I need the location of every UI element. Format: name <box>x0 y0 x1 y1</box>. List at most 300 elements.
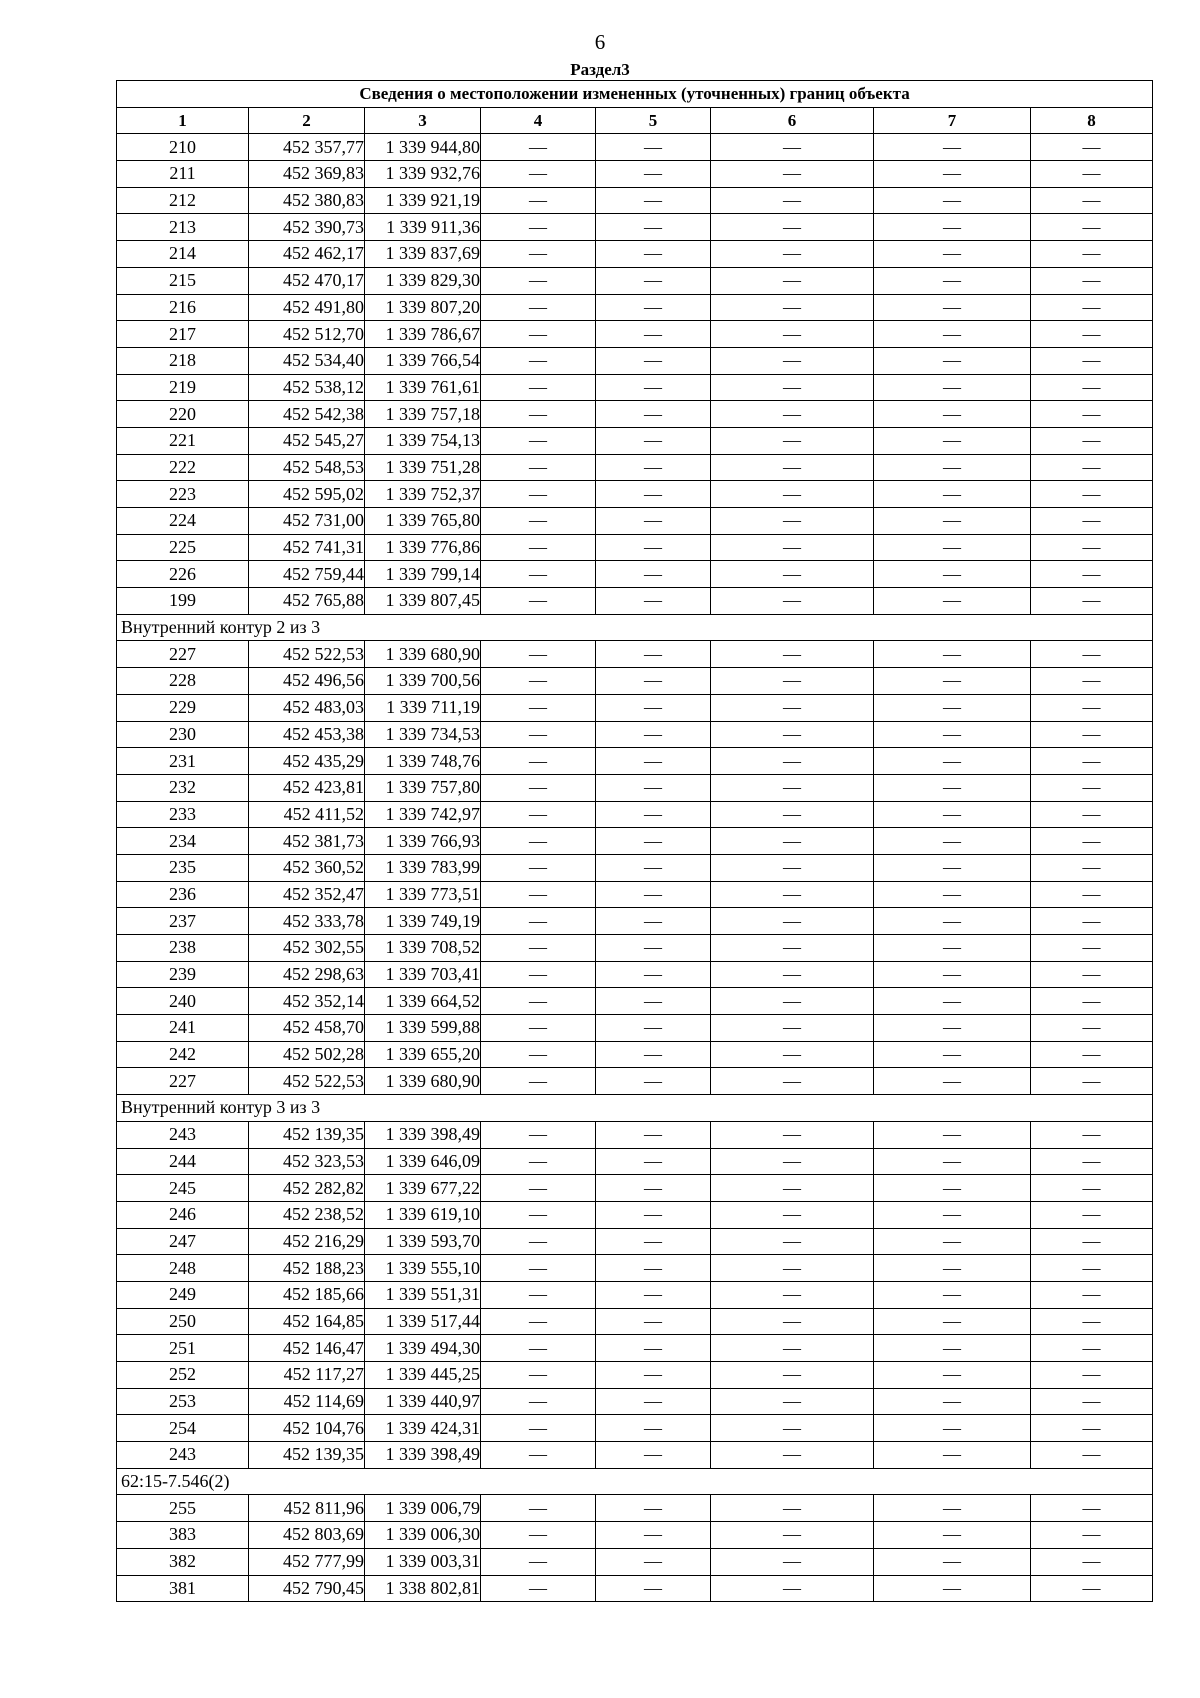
empty-value-cell: — <box>1031 1548 1153 1575</box>
empty-value-cell: — <box>596 1015 711 1042</box>
empty-value-cell: — <box>596 1575 711 1602</box>
x-coordinate-cell: 452 512,70 <box>249 321 365 348</box>
empty-value-cell: — <box>874 561 1031 588</box>
point-number-cell: 219 <box>117 374 249 401</box>
empty-value-cell: — <box>481 561 596 588</box>
empty-value-cell: — <box>481 988 596 1015</box>
point-number-cell: 243 <box>117 1442 249 1469</box>
empty-value-cell: — <box>1031 1362 1153 1389</box>
x-coordinate-cell: 452 790,45 <box>249 1575 365 1602</box>
empty-value-cell: — <box>596 668 711 695</box>
empty-value-cell: — <box>711 801 874 828</box>
y-coordinate-cell: 1 339 742,97 <box>365 801 481 828</box>
x-coordinate-cell: 452 352,47 <box>249 881 365 908</box>
column-header: 2 <box>249 107 365 134</box>
x-coordinate-cell: 452 491,80 <box>249 294 365 321</box>
y-coordinate-cell: 1 339 766,93 <box>365 828 481 855</box>
empty-value-cell: — <box>596 1522 711 1549</box>
empty-value-cell: — <box>711 321 874 348</box>
empty-value-cell: — <box>481 427 596 454</box>
empty-value-cell: — <box>481 1201 596 1228</box>
table-row <box>117 1201 1153 1228</box>
empty-value-cell: — <box>874 668 1031 695</box>
empty-value-cell: — <box>874 1522 1031 1549</box>
x-coordinate-cell: 452 357,77 <box>249 134 365 161</box>
column-header: 5 <box>596 107 711 134</box>
empty-value-cell: — <box>596 267 711 294</box>
empty-value-cell: — <box>596 694 711 721</box>
empty-value-cell: — <box>874 1415 1031 1442</box>
empty-value-cell: — <box>481 481 596 508</box>
empty-value-cell: — <box>596 935 711 962</box>
x-coordinate-cell: 452 164,85 <box>249 1308 365 1335</box>
y-coordinate-cell: 1 339 751,28 <box>365 454 481 481</box>
contour-label-row <box>117 1468 1153 1495</box>
empty-value-cell: — <box>596 187 711 214</box>
table-row <box>117 1041 1153 1068</box>
point-number-cell: 222 <box>117 454 249 481</box>
x-coordinate-cell: 452 104,76 <box>249 1415 365 1442</box>
empty-value-cell: — <box>874 267 1031 294</box>
table-row <box>117 1255 1153 1282</box>
y-coordinate-cell: 1 339 766,54 <box>365 347 481 374</box>
empty-value-cell: — <box>481 801 596 828</box>
empty-value-cell: — <box>481 588 596 615</box>
empty-value-cell: — <box>1031 1281 1153 1308</box>
point-number-cell: 228 <box>117 668 249 695</box>
empty-value-cell: — <box>481 1495 596 1522</box>
y-coordinate-cell: 1 339 006,79 <box>365 1495 481 1522</box>
x-coordinate-cell: 452 216,29 <box>249 1228 365 1255</box>
table-row <box>117 1148 1153 1175</box>
empty-value-cell: — <box>1031 935 1153 962</box>
empty-value-cell: — <box>874 1308 1031 1335</box>
empty-value-cell: — <box>596 214 711 241</box>
empty-value-cell: — <box>874 401 1031 428</box>
x-coordinate-cell: 452 522,53 <box>249 1068 365 1095</box>
empty-value-cell: — <box>1031 801 1153 828</box>
empty-value-cell: — <box>874 508 1031 535</box>
x-coordinate-cell: 452 185,66 <box>249 1281 365 1308</box>
table-row <box>117 881 1153 908</box>
y-coordinate-cell: 1 339 776,86 <box>365 534 481 561</box>
table-row <box>117 241 1153 268</box>
empty-value-cell: — <box>1031 1201 1153 1228</box>
empty-value-cell: — <box>874 1201 1031 1228</box>
empty-value-cell: — <box>1031 561 1153 588</box>
x-coordinate-cell: 452 453,38 <box>249 721 365 748</box>
point-number-cell: 227 <box>117 1068 249 1095</box>
table-row <box>117 1228 1153 1255</box>
empty-value-cell: — <box>874 694 1031 721</box>
empty-value-cell: — <box>711 694 874 721</box>
empty-value-cell: — <box>1031 534 1153 561</box>
x-coordinate-cell: 452 462,17 <box>249 241 365 268</box>
x-coordinate-cell: 452 381,73 <box>249 828 365 855</box>
empty-value-cell: — <box>1031 1575 1153 1602</box>
empty-value-cell: — <box>711 294 874 321</box>
empty-value-cell: — <box>711 721 874 748</box>
empty-value-cell: — <box>874 1175 1031 1202</box>
table-row <box>117 1548 1153 1575</box>
empty-value-cell: — <box>481 854 596 881</box>
empty-value-cell: — <box>874 347 1031 374</box>
x-coordinate-cell: 452 759,44 <box>249 561 365 588</box>
x-coordinate-cell: 452 470,17 <box>249 267 365 294</box>
point-number-cell: 236 <box>117 881 249 908</box>
x-coordinate-cell: 452 545,27 <box>249 427 365 454</box>
empty-value-cell: — <box>874 294 1031 321</box>
empty-value-cell: — <box>874 1335 1031 1362</box>
empty-value-cell: — <box>711 1522 874 1549</box>
empty-value-cell: — <box>1031 241 1153 268</box>
empty-value-cell: — <box>874 1148 1031 1175</box>
empty-value-cell: — <box>874 134 1031 161</box>
y-coordinate-cell: 1 339 680,90 <box>365 1068 481 1095</box>
y-coordinate-cell: 1 339 680,90 <box>365 641 481 668</box>
empty-value-cell: — <box>596 1388 711 1415</box>
point-number-cell: 229 <box>117 694 249 721</box>
empty-value-cell: — <box>874 187 1031 214</box>
y-coordinate-cell: 1 339 555,10 <box>365 1255 481 1282</box>
y-coordinate-cell: 1 339 749,19 <box>365 908 481 935</box>
contour-label: Внутренний контур 2 из 3 <box>117 614 1153 641</box>
empty-value-cell: — <box>596 1068 711 1095</box>
empty-value-cell: — <box>711 1041 874 1068</box>
empty-value-cell: — <box>481 1522 596 1549</box>
empty-value-cell: — <box>481 774 596 801</box>
x-coordinate-cell: 452 411,52 <box>249 801 365 828</box>
empty-value-cell: — <box>596 1495 711 1522</box>
empty-value-cell: — <box>1031 1255 1153 1282</box>
empty-value-cell: — <box>596 828 711 855</box>
y-coordinate-cell: 1 339 551,31 <box>365 1281 481 1308</box>
empty-value-cell: — <box>711 187 874 214</box>
empty-value-cell: — <box>874 374 1031 401</box>
y-coordinate-cell: 1 339 944,80 <box>365 134 481 161</box>
table-row <box>117 1121 1153 1148</box>
empty-value-cell: — <box>596 854 711 881</box>
empty-value-cell: — <box>874 241 1031 268</box>
empty-value-cell: — <box>481 961 596 988</box>
y-coordinate-cell: 1 339 703,41 <box>365 961 481 988</box>
point-number-cell: 233 <box>117 801 249 828</box>
column-header: 1 <box>117 107 249 134</box>
empty-value-cell: — <box>596 347 711 374</box>
empty-value-cell: — <box>481 641 596 668</box>
empty-value-cell: — <box>711 774 874 801</box>
y-coordinate-cell: 1 339 424,31 <box>365 1415 481 1442</box>
empty-value-cell: — <box>481 347 596 374</box>
empty-value-cell: — <box>596 321 711 348</box>
x-coordinate-cell: 452 146,47 <box>249 1335 365 1362</box>
y-coordinate-cell: 1 339 932,76 <box>365 161 481 188</box>
table-row <box>117 347 1153 374</box>
contour-label-row <box>117 614 1153 641</box>
table-row <box>117 508 1153 535</box>
empty-value-cell: — <box>874 828 1031 855</box>
y-coordinate-cell: 1 339 599,88 <box>365 1015 481 1042</box>
column-header: 6 <box>711 107 874 134</box>
empty-value-cell: — <box>711 1388 874 1415</box>
y-coordinate-cell: 1 339 440,97 <box>365 1388 481 1415</box>
empty-value-cell: — <box>711 1121 874 1148</box>
point-number-cell: 213 <box>117 214 249 241</box>
empty-value-cell: — <box>1031 294 1153 321</box>
x-coordinate-cell: 452 380,83 <box>249 187 365 214</box>
empty-value-cell: — <box>596 294 711 321</box>
y-coordinate-cell: 1 339 734,53 <box>365 721 481 748</box>
point-number-cell: 249 <box>117 1281 249 1308</box>
empty-value-cell: — <box>596 908 711 935</box>
empty-value-cell: — <box>481 935 596 962</box>
empty-value-cell: — <box>1031 908 1153 935</box>
table-row <box>117 294 1153 321</box>
x-coordinate-cell: 452 458,70 <box>249 1015 365 1042</box>
table-row <box>117 1015 1153 1042</box>
empty-value-cell: — <box>481 1388 596 1415</box>
empty-value-cell: — <box>481 668 596 695</box>
empty-value-cell: — <box>481 694 596 721</box>
empty-value-cell: — <box>596 1442 711 1469</box>
table-row <box>117 561 1153 588</box>
table-row <box>117 935 1153 962</box>
empty-value-cell: — <box>711 1255 874 1282</box>
y-coordinate-cell: 1 339 765,80 <box>365 508 481 535</box>
empty-value-cell: — <box>481 294 596 321</box>
y-coordinate-cell: 1 339 757,18 <box>365 401 481 428</box>
empty-value-cell: — <box>596 1281 711 1308</box>
empty-value-cell: — <box>1031 1308 1153 1335</box>
empty-value-cell: — <box>1031 1522 1153 1549</box>
point-number-cell: 225 <box>117 534 249 561</box>
empty-value-cell: — <box>874 641 1031 668</box>
point-number-cell: 237 <box>117 908 249 935</box>
empty-value-cell: — <box>711 161 874 188</box>
empty-value-cell: — <box>1031 1335 1153 1362</box>
empty-value-cell: — <box>874 988 1031 1015</box>
empty-value-cell: — <box>481 454 596 481</box>
empty-value-cell: — <box>874 1255 1031 1282</box>
empty-value-cell: — <box>711 588 874 615</box>
empty-value-cell: — <box>1031 374 1153 401</box>
table-row <box>117 1522 1153 1549</box>
empty-value-cell: — <box>711 561 874 588</box>
table-row <box>117 748 1153 775</box>
y-coordinate-cell: 1 339 700,56 <box>365 668 481 695</box>
empty-value-cell: — <box>711 1201 874 1228</box>
empty-value-cell: — <box>874 454 1031 481</box>
y-coordinate-cell: 1 339 708,52 <box>365 935 481 962</box>
empty-value-cell: — <box>481 1548 596 1575</box>
empty-value-cell: — <box>874 481 1031 508</box>
empty-value-cell: — <box>874 1548 1031 1575</box>
x-coordinate-cell: 452 542,38 <box>249 401 365 428</box>
empty-value-cell: — <box>711 1068 874 1095</box>
table-row <box>117 374 1153 401</box>
empty-value-cell: — <box>1031 321 1153 348</box>
empty-value-cell: — <box>596 988 711 1015</box>
x-coordinate-cell: 452 323,53 <box>249 1148 365 1175</box>
empty-value-cell: — <box>596 134 711 161</box>
table-row <box>117 721 1153 748</box>
empty-value-cell: — <box>481 1228 596 1255</box>
point-number-cell: 383 <box>117 1522 249 1549</box>
table-row <box>117 534 1153 561</box>
table-row <box>117 1362 1153 1389</box>
point-number-cell: 235 <box>117 854 249 881</box>
table-row <box>117 1335 1153 1362</box>
empty-value-cell: — <box>711 1175 874 1202</box>
point-number-cell: 246 <box>117 1201 249 1228</box>
table-row <box>117 1575 1153 1602</box>
empty-value-cell: — <box>711 1362 874 1389</box>
y-coordinate-cell: 1 339 783,99 <box>365 854 481 881</box>
empty-value-cell: — <box>596 534 711 561</box>
y-coordinate-cell: 1 339 761,61 <box>365 374 481 401</box>
point-number-cell: 218 <box>117 347 249 374</box>
y-coordinate-cell: 1 339 786,67 <box>365 321 481 348</box>
x-coordinate-cell: 452 548,53 <box>249 454 365 481</box>
empty-value-cell: — <box>596 641 711 668</box>
table-row <box>117 1068 1153 1095</box>
point-number-cell: 215 <box>117 267 249 294</box>
y-coordinate-cell: 1 339 517,44 <box>365 1308 481 1335</box>
y-coordinate-cell: 1 339 754,13 <box>365 427 481 454</box>
empty-value-cell: — <box>596 1415 711 1442</box>
empty-value-cell: — <box>596 1255 711 1282</box>
empty-value-cell: — <box>596 161 711 188</box>
point-number-cell: 248 <box>117 1255 249 1282</box>
table-row <box>117 588 1153 615</box>
table-row <box>117 134 1153 161</box>
empty-value-cell: — <box>481 1575 596 1602</box>
x-coordinate-cell: 452 741,31 <box>249 534 365 561</box>
y-coordinate-cell: 1 339 757,80 <box>365 774 481 801</box>
empty-value-cell: — <box>874 1228 1031 1255</box>
empty-value-cell: — <box>481 748 596 775</box>
empty-value-cell: — <box>596 481 711 508</box>
empty-value-cell: — <box>711 641 874 668</box>
empty-value-cell: — <box>481 908 596 935</box>
empty-value-cell: — <box>596 1148 711 1175</box>
point-number-cell: 226 <box>117 561 249 588</box>
empty-value-cell: — <box>481 828 596 855</box>
empty-value-cell: — <box>596 1201 711 1228</box>
x-coordinate-cell: 452 139,35 <box>249 1442 365 1469</box>
empty-value-cell: — <box>1031 641 1153 668</box>
empty-value-cell: — <box>596 1175 711 1202</box>
y-coordinate-cell: 1 339 752,37 <box>365 481 481 508</box>
empty-value-cell: — <box>596 241 711 268</box>
x-coordinate-cell: 452 423,81 <box>249 774 365 801</box>
empty-value-cell: — <box>711 908 874 935</box>
empty-value-cell: — <box>1031 1495 1153 1522</box>
empty-value-cell: — <box>711 214 874 241</box>
x-coordinate-cell: 452 765,88 <box>249 588 365 615</box>
empty-value-cell: — <box>596 801 711 828</box>
empty-value-cell: — <box>711 134 874 161</box>
x-coordinate-cell: 452 352,14 <box>249 988 365 1015</box>
table-row <box>117 427 1153 454</box>
empty-value-cell: — <box>481 1335 596 1362</box>
empty-value-cell: — <box>596 748 711 775</box>
empty-value-cell: — <box>874 1575 1031 1602</box>
empty-value-cell: — <box>711 828 874 855</box>
column-header: 3 <box>365 107 481 134</box>
empty-value-cell: — <box>481 187 596 214</box>
table-row <box>117 1281 1153 1308</box>
point-number-cell: 212 <box>117 187 249 214</box>
table-row <box>117 321 1153 348</box>
table-row <box>117 481 1153 508</box>
contour-label-row <box>117 1095 1153 1122</box>
empty-value-cell: — <box>596 561 711 588</box>
empty-value-cell: — <box>1031 508 1153 535</box>
empty-value-cell: — <box>1031 214 1153 241</box>
y-coordinate-cell: 1 339 006,30 <box>365 1522 481 1549</box>
empty-value-cell: — <box>711 401 874 428</box>
x-coordinate-cell: 452 188,23 <box>249 1255 365 1282</box>
section-title: Раздел3 <box>570 60 630 79</box>
x-coordinate-cell: 452 731,00 <box>249 508 365 535</box>
point-number-cell: 217 <box>117 321 249 348</box>
empty-value-cell: — <box>874 748 1031 775</box>
y-coordinate-cell: 1 339 664,52 <box>365 988 481 1015</box>
page-number: 6 <box>594 30 606 54</box>
empty-value-cell: — <box>711 374 874 401</box>
x-coordinate-cell: 452 483,03 <box>249 694 365 721</box>
empty-value-cell: — <box>874 1281 1031 1308</box>
empty-value-cell: — <box>711 935 874 962</box>
empty-value-cell: — <box>596 1308 711 1335</box>
y-coordinate-cell: 1 339 398,49 <box>365 1121 481 1148</box>
empty-value-cell: — <box>1031 1388 1153 1415</box>
empty-value-cell: — <box>596 401 711 428</box>
empty-value-cell: — <box>596 881 711 908</box>
empty-value-cell: — <box>1031 774 1153 801</box>
x-coordinate-cell: 452 811,96 <box>249 1495 365 1522</box>
empty-value-cell: — <box>481 1255 596 1282</box>
y-coordinate-cell: 1 339 921,19 <box>365 187 481 214</box>
empty-value-cell: — <box>1031 454 1153 481</box>
y-coordinate-cell: 1 339 911,36 <box>365 214 481 241</box>
table-row <box>117 1308 1153 1335</box>
point-number-cell: 210 <box>117 134 249 161</box>
empty-value-cell: — <box>1031 481 1153 508</box>
x-coordinate-cell: 452 298,63 <box>249 961 365 988</box>
table-row <box>117 694 1153 721</box>
x-coordinate-cell: 452 496,56 <box>249 668 365 695</box>
empty-value-cell: — <box>596 1228 711 1255</box>
empty-value-cell: — <box>481 1041 596 1068</box>
table-row <box>117 641 1153 668</box>
empty-value-cell: — <box>874 908 1031 935</box>
empty-value-cell: — <box>481 214 596 241</box>
empty-value-cell: — <box>596 508 711 535</box>
empty-value-cell: — <box>1031 1228 1153 1255</box>
empty-value-cell: — <box>874 321 1031 348</box>
empty-value-cell: — <box>711 854 874 881</box>
column-header: 4 <box>481 107 596 134</box>
point-number-cell: 381 <box>117 1575 249 1602</box>
empty-value-cell: — <box>1031 748 1153 775</box>
empty-value-cell: — <box>1031 881 1153 908</box>
point-number-cell: 214 <box>117 241 249 268</box>
point-number-cell: 251 <box>117 1335 249 1362</box>
empty-value-cell: — <box>874 1121 1031 1148</box>
empty-value-cell: — <box>711 1335 874 1362</box>
